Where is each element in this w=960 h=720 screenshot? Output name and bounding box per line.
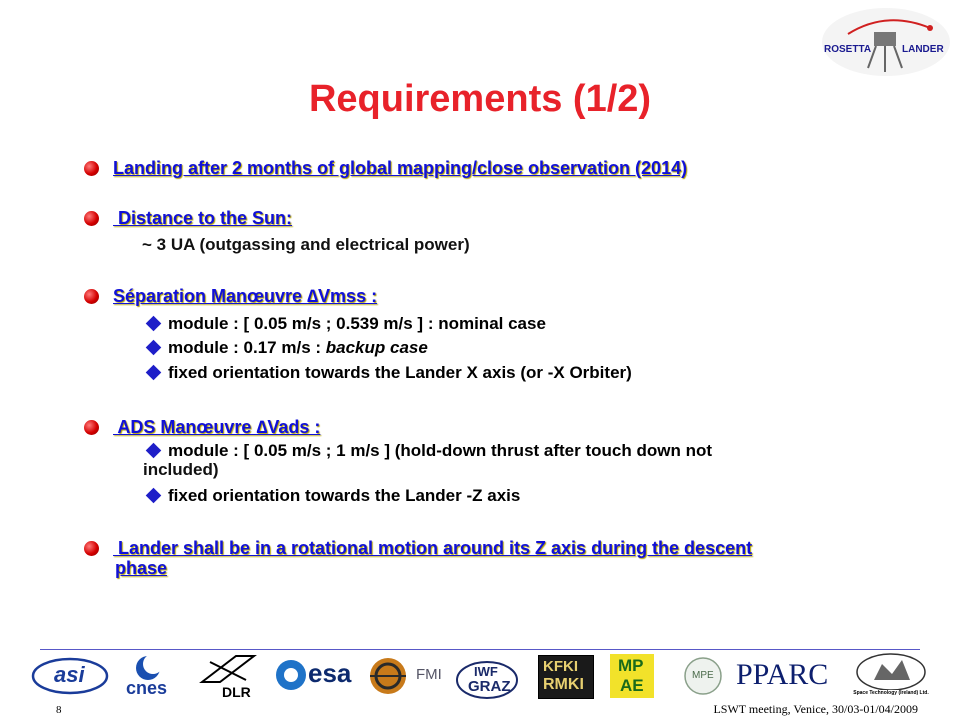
cnes-logo (118, 652, 178, 700)
rosetta-lander-logo (818, 4, 954, 84)
space-tech-text: Space Technology (Ireland) Ltd. (853, 690, 929, 696)
bullet-dot-icon (84, 420, 99, 435)
bullet-dot-icon (84, 211, 99, 226)
iwf-graz-logo (452, 654, 522, 700)
pparc-text: PPARC (736, 658, 829, 691)
footer-divider (40, 649, 920, 650)
fmi-logo (368, 656, 458, 696)
asi-text: asi (54, 662, 85, 687)
mp-text: MP (618, 656, 644, 675)
distance-detail: ~ 3 UA (outgassing and electrical power) (142, 235, 470, 254)
rmki-text: RMKI (543, 676, 584, 693)
bullet-landing (84, 158, 687, 178)
ads-heading: ADS Manœuvre ∆Vads : (113, 417, 321, 437)
separation-item-text: module : 0.17 m/s : (168, 338, 326, 357)
footer-meeting-text: LSWT meeting, Venice, 30/03-01/04/2009 (713, 702, 918, 716)
bullet-dot-icon (84, 541, 99, 556)
diamond-bullet-icon (146, 443, 162, 459)
ads-item-continuation: included) (143, 460, 219, 479)
pparc-logo (736, 656, 846, 692)
distance-heading: Distance to the Sun: (113, 208, 293, 228)
mpe-logo (680, 656, 726, 696)
lander-text: LANDER (902, 44, 944, 55)
iwf-text: IWF (474, 664, 498, 679)
kfki-rmki-logo (538, 655, 594, 699)
fmi-text: FMI (416, 666, 442, 683)
ads-item-text: fixed orientation towards the Lander -Z axis (168, 486, 521, 505)
space-tech-ireland-logo (852, 650, 930, 700)
diamond-bullet-icon (146, 340, 162, 356)
ads-item (145, 486, 520, 505)
mpae-logo (610, 654, 654, 698)
bullet-ads (84, 417, 320, 437)
bullet-separation (84, 286, 377, 306)
esa-logo (272, 656, 364, 694)
dlr-text: DLR (222, 684, 251, 700)
ae-text: AE (620, 676, 644, 695)
bullet-dot-icon (84, 161, 99, 176)
rotation-heading-continuation: phase (115, 558, 168, 578)
separation-item (145, 314, 546, 333)
separation-item (145, 338, 428, 357)
bullet-rotation (84, 538, 752, 558)
separation-heading: Séparation Manœuvre ∆Vmss : (113, 286, 378, 306)
separation-item-text: fixed orientation towards the Lander X axis (or -X Orbiter) (168, 363, 632, 382)
dlr-logo (196, 652, 260, 700)
landing-heading: Landing after 2 months of global mapping/close observation (2014) (113, 158, 688, 178)
page-number: 8 (56, 704, 62, 716)
bullet-distance (84, 208, 292, 228)
separation-backup-text: backup case (325, 338, 428, 357)
diamond-bullet-icon (146, 365, 162, 381)
cnes-text: cnes (126, 678, 168, 698)
bullet-dot-icon (84, 289, 99, 304)
rotation-heading: Lander shall be in a rotational motion around its Z axis during the descent (113, 538, 753, 558)
diamond-bullet-icon (146, 488, 162, 504)
asi-logo (30, 654, 110, 698)
separation-item (145, 363, 632, 382)
graz-text: GRAZ (468, 678, 511, 695)
diamond-bullet-icon (146, 316, 162, 332)
mpe-text: MPE (692, 670, 714, 681)
ads-item (145, 441, 712, 460)
kfki-text: KFKI (543, 658, 578, 675)
slide-title: Requirements (1/2) (308, 78, 652, 120)
rosetta-text: ROSETTA (824, 44, 872, 55)
ads-item-text: module : [ 0.05 m/s ; 1 m/s ] (hold-down thrust after touch down not (168, 441, 712, 460)
esa-text: esa (308, 658, 352, 688)
separation-item-text: module : [ 0.05 m/s ; 0.539 m/s ] : nominal case (168, 314, 546, 333)
